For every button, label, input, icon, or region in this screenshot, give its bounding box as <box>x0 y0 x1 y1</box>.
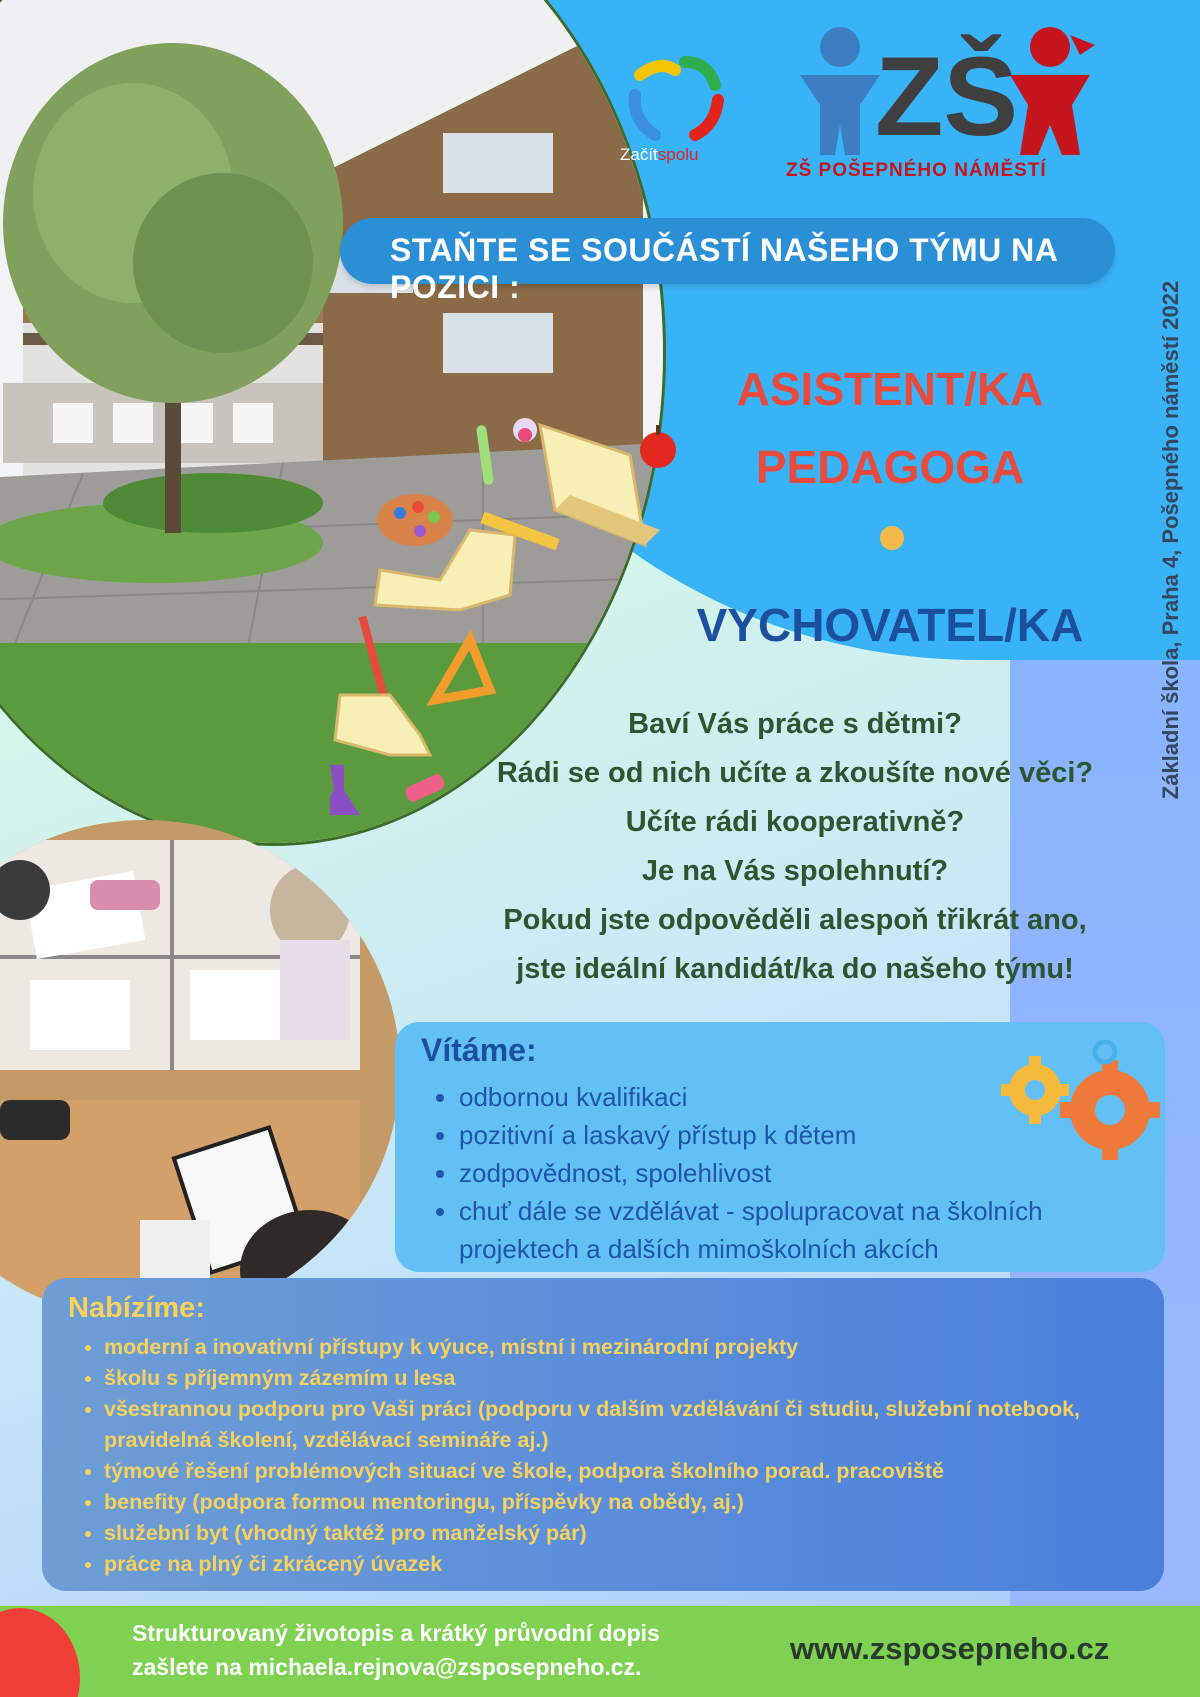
classroom-photo <box>0 820 400 1320</box>
offer-list <box>74 1332 1164 1580</box>
contact-email-line[interactable]: zašlete na michaela.rejnova@zsposepneho.cz. <box>132 1654 642 1680</box>
question-line: jste ideální kandidát/ka do našeho týmu! <box>516 953 1074 985</box>
position-educator: VYCHOVATEL/KA <box>696 599 1084 651</box>
svg-text:ZŠ: ZŠ <box>875 34 1019 159</box>
instructions-line1: Strukturovaný životopis a krátký průvodní dopis <box>132 1620 660 1646</box>
question-line: Učíte rádi kooperativně? <box>625 806 965 838</box>
book-icon-2 <box>335 695 430 755</box>
child-figure-red-icon <box>1010 27 1095 155</box>
list-item: • odbornou kvalifikaci <box>459 1078 1159 1116</box>
zs-logo <box>780 25 1110 165</box>
gears-icon <box>995 1040 1170 1160</box>
school-name: ZŠ POŠEPNÉHO NÁMĚSTÍ <box>786 160 1047 181</box>
list-item: • chuť dále se vzdělávat - spolupracovat na školních projektech a dalších mimoškolních akcích <box>459 1192 1159 1268</box>
headline-text: STAŇTE SE SOUČÁSTÍ NAŠEHO TÝMU NA POZICI : <box>390 232 1058 305</box>
welcome-title: Vítáme: <box>421 1032 537 1068</box>
list-item: • moderní a inovativní přístupy k výuce, místní i mezinárodní projekty <box>104 1332 1164 1363</box>
list-item: • práce na plný či zkrácený úvazek <box>104 1549 1164 1580</box>
list-item: • služební byt (vhodný taktéž pro manželský pár) <box>104 1518 1164 1549</box>
position-assistant-line1: ASISTENT/KA <box>736 363 1044 415</box>
position-assistant <box>620 350 1160 506</box>
triangle-ruler-icon <box>435 640 490 700</box>
palette-icon <box>377 494 453 546</box>
questions-block <box>430 700 1160 994</box>
offer-box <box>42 1278 1164 1591</box>
list-item: • všestrannou podporu pro Vaši práci (podporu v dalším vzdělávání či studiu, služební notebook, pravidelná školení, vzdělávací semináře aj.) <box>104 1394 1164 1456</box>
flask-icon <box>330 765 360 815</box>
vertical-school-address: Základní škola, Praha 4, Pošepného náměstí 2022 <box>1158 280 1183 800</box>
headline-banner <box>340 218 1115 305</box>
list-item: • školu s příjemným zázemím u lesa <box>104 1363 1164 1394</box>
brush-icon <box>358 615 389 704</box>
position-assistant-line2: PEDAGOGA <box>755 441 1025 493</box>
question-line: Je na Vás spolehnutí? <box>641 855 949 887</box>
test-tube-icon <box>476 418 537 485</box>
child-figure-blue-icon <box>800 27 880 155</box>
list-item: • pozitivní a laskavý přístup k dětem <box>459 1116 1159 1154</box>
application-instructions <box>132 1616 660 1684</box>
separator-dot <box>880 526 904 550</box>
list-item: • benefity (podpora formou mentoringu, příspěvky na obědy, aj.) <box>104 1487 1164 1518</box>
question-line: Pokud jste odpověděli alespoň třikrát ano, <box>503 904 1087 936</box>
question-line: Baví Vás práce s dětmi? <box>628 708 962 740</box>
list-item: • zodpovědnost, spolehlivost <box>459 1154 1159 1192</box>
zacit-spolu-label: Začítspolu <box>620 145 699 164</box>
question-line: Rádi se od nich učíte a zkoušíte nové věci? <box>496 757 1094 789</box>
website-link[interactable]: www.zsposepneho.cz <box>790 1631 1110 1666</box>
offer-title: Nabízíme: <box>68 1292 205 1324</box>
list-item: • týmové řešení problémových situací ve škole, podpora školního porad. pracoviště <box>104 1456 1164 1487</box>
